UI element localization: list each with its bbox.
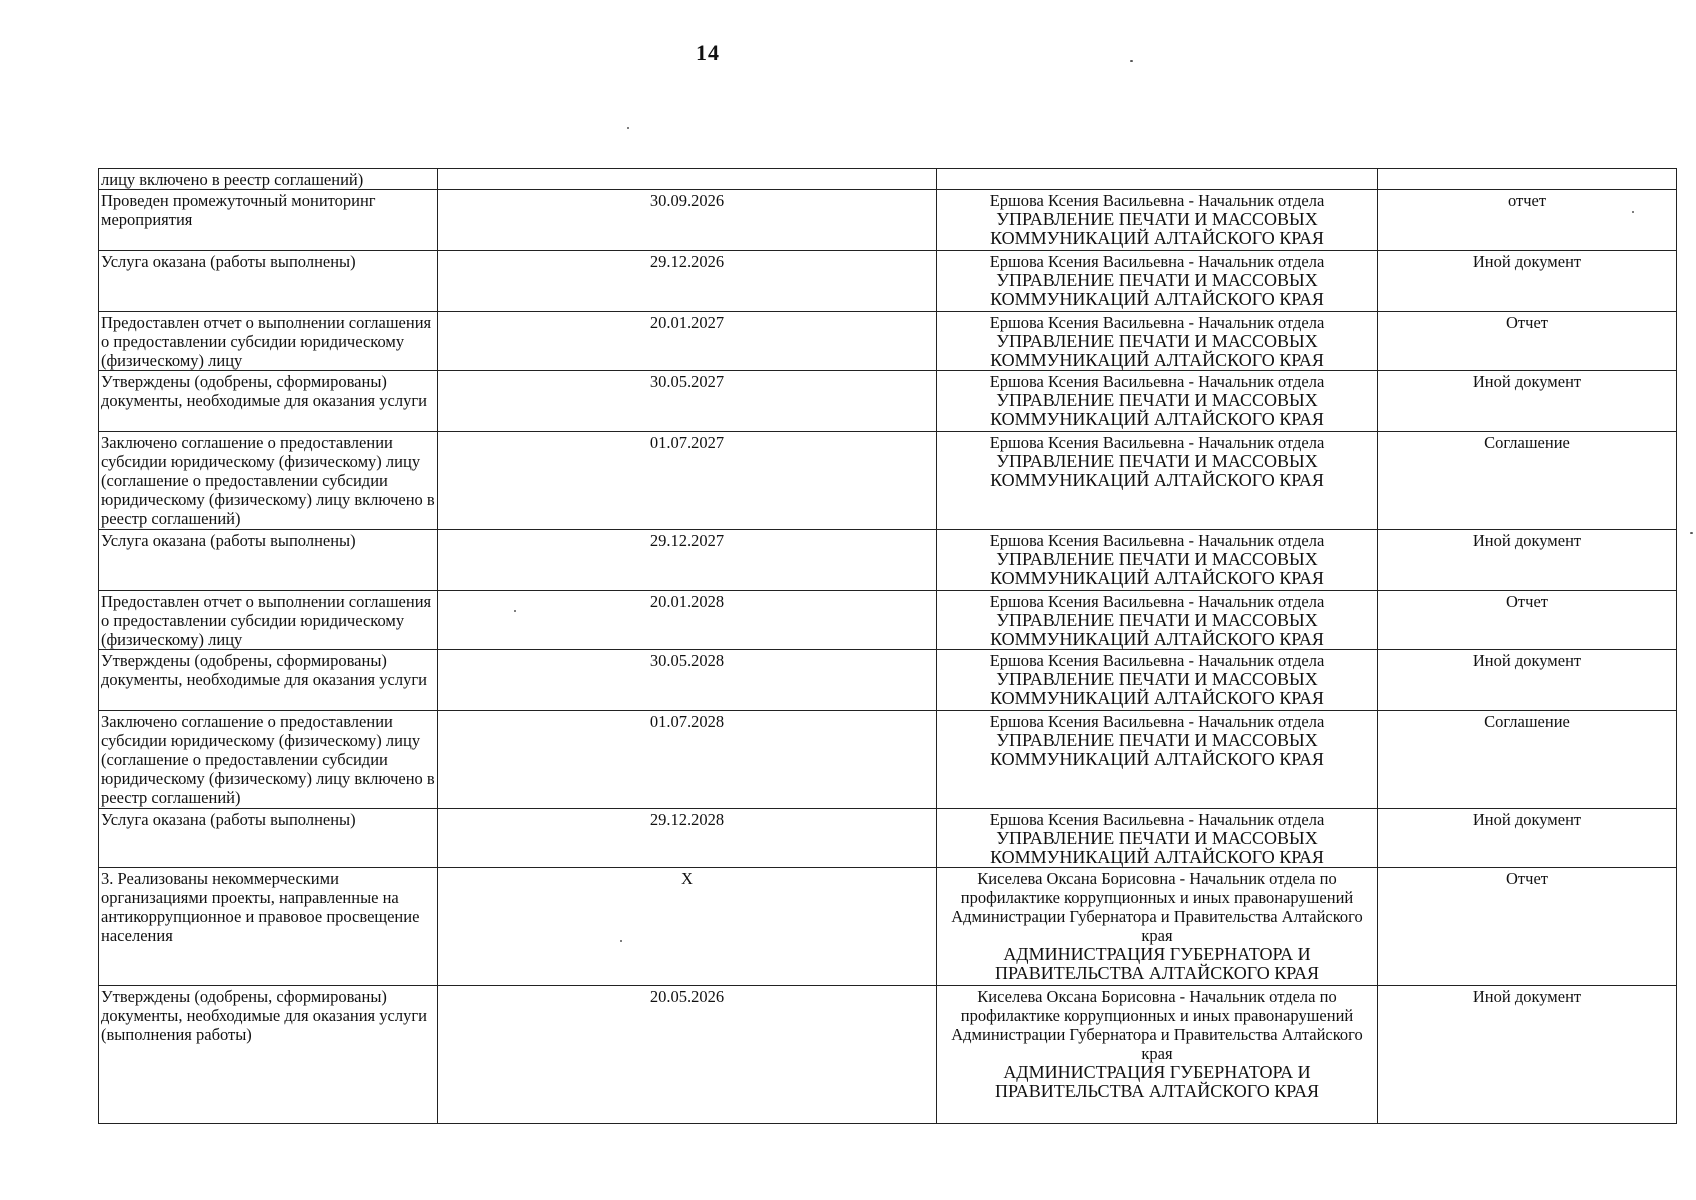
- activity-name: Предоставлен отчет о выполнении соглашения о предоставлении субсидии юридическому (физическому) лицу: [99, 312, 438, 371]
- document-type: Иной документ: [1378, 986, 1677, 1124]
- activity-name: Заключено соглашение о предоставлении субсидии юридическому (физическому) лицу (соглашение о предоставлении субсидии юридическому (физическому) лицу включено в реестр соглашений): [99, 432, 438, 530]
- table-row: [99, 711, 1677, 809]
- responsible-person: Ершова Ксения Васильевна - Начальник отдела: [989, 372, 1325, 391]
- table-row: [99, 169, 1677, 190]
- responsible-org: АДМИНИСТРАЦИЯ ГУБЕРНАТОРА И ПРАВИТЕЛЬСТВА АЛТАЙСКОГО КРАЯ: [995, 1062, 1319, 1101]
- activity-name: Утверждены (одобрены, сформированы) документы, необходимые для оказания услуги: [99, 371, 438, 432]
- responsible-org: УПРАВЛЕНИЕ ПЕЧАТИ И МАССОВЫХ КОММУНИКАЦИЙ АЛТАЙСКОГО КРАЯ: [990, 390, 1324, 429]
- responsible-cell: [937, 711, 1378, 809]
- document-type: Иной документ: [1378, 650, 1677, 711]
- responsible-org: УПРАВЛЕНИЕ ПЕЧАТИ И МАССОВЫХ КОММУНИКАЦИЙ АЛТАЙСКОГО КРАЯ: [990, 331, 1324, 370]
- activity-name: Утверждены (одобрены, сформированы) документы, необходимые для оказания услуги: [99, 650, 438, 711]
- responsible-org: УПРАВЛЕНИЕ ПЕЧАТИ И МАССОВЫХ КОММУНИКАЦИЙ АЛТАЙСКОГО КРАЯ: [990, 209, 1324, 248]
- responsible-cell: [937, 312, 1378, 371]
- deadline-date: 20.01.2028: [438, 591, 937, 650]
- responsible-org: УПРАВЛЕНИЕ ПЕЧАТИ И МАССОВЫХ КОММУНИКАЦИЙ АЛТАЙСКОГО КРАЯ: [990, 610, 1324, 649]
- document-type: [1378, 169, 1677, 190]
- scan-speck: [627, 127, 629, 129]
- document-type: Иной документ: [1378, 809, 1677, 868]
- deadline-date: X: [438, 868, 937, 986]
- responsible-cell: [937, 591, 1378, 650]
- responsible-person: Киселева Оксана Борисовна - Начальник отдела по профилактике коррупционных и иных правонарушений Администрации Губернатора и Правительства Алтайского края: [951, 987, 1363, 1063]
- responsible-person: Ершова Ксения Васильевна - Начальник отдела: [989, 810, 1325, 829]
- activity-name: Заключено соглашение о предоставлении субсидии юридическому (физическому) лицу (соглашение о предоставлении субсидии юридическому (физическому) лицу включено в реестр соглашений): [99, 711, 438, 809]
- table-row: [99, 190, 1677, 251]
- activity-name: Услуга оказана (работы выполнены): [99, 251, 438, 312]
- activity-name: лицу включено в реестр соглашений): [99, 169, 438, 190]
- responsible-cell: [937, 986, 1378, 1124]
- document-type: отчет: [1378, 190, 1677, 251]
- table-row: [99, 986, 1677, 1124]
- responsible-person: Ершова Ксения Васильевна - Начальник отдела: [989, 252, 1325, 271]
- table-row: [99, 591, 1677, 650]
- responsible-cell: [937, 251, 1378, 312]
- responsible-person: Ершова Ксения Васильевна - Начальник отдела: [989, 712, 1325, 731]
- responsible-cell: [937, 868, 1378, 986]
- deadline-date: 30.05.2027: [438, 371, 937, 432]
- deadline-date: 29.12.2027: [438, 530, 937, 591]
- document-type: Отчет: [1378, 312, 1677, 371]
- responsible-org: УПРАВЛЕНИЕ ПЕЧАТИ И МАССОВЫХ КОММУНИКАЦИЙ АЛТАЙСКОГО КРАЯ: [990, 451, 1324, 490]
- deadline-date: 20.05.2026: [438, 986, 937, 1124]
- responsible-person: Ершова Ксения Васильевна - Начальник отдела: [989, 313, 1325, 332]
- responsible-cell: [937, 530, 1378, 591]
- responsible-cell: [937, 809, 1378, 868]
- activity-name: Услуга оказана (работы выполнены): [99, 809, 438, 868]
- table-row: [99, 312, 1677, 371]
- responsible-org: АДМИНИСТРАЦИЯ ГУБЕРНАТОРА И ПРАВИТЕЛЬСТВА АЛТАЙСКОГО КРАЯ: [995, 944, 1319, 983]
- responsible-cell: [937, 432, 1378, 530]
- deadline-date: 29.12.2026: [438, 251, 937, 312]
- document-type: Иной документ: [1378, 371, 1677, 432]
- deadline-date: 30.09.2026: [438, 190, 937, 251]
- responsible-person: Киселева Оксана Борисовна - Начальник отдела по профилактике коррупционных и иных правонарушений Администрации Губернатора и Правительства Алтайского края: [951, 869, 1363, 945]
- page-number: 14: [696, 40, 720, 65]
- activity-name: Предоставлен отчет о выполнении соглашения о предоставлении субсидии юридическому (физическому) лицу: [99, 591, 438, 650]
- deadline-date: 29.12.2028: [438, 809, 937, 868]
- table-row: [99, 530, 1677, 591]
- activity-name: 3. Реализованы некоммерческими организациями проекты, направленные на антикоррупционное и правовое просвещение населения: [99, 868, 438, 986]
- responsible-org: УПРАВЛЕНИЕ ПЕЧАТИ И МАССОВЫХ КОММУНИКАЦИЙ АЛТАЙСКОГО КРАЯ: [990, 270, 1324, 309]
- responsible-org: УПРАВЛЕНИЕ ПЕЧАТИ И МАССОВЫХ КОММУНИКАЦИЙ АЛТАЙСКОГО КРАЯ: [990, 730, 1324, 769]
- table-row: [99, 809, 1677, 868]
- scan-speck: [1130, 60, 1133, 62]
- deadline-date: 20.01.2027: [438, 312, 937, 371]
- responsible-org: УПРАВЛЕНИЕ ПЕЧАТИ И МАССОВЫХ КОММУНИКАЦИЙ АЛТАЙСКОГО КРАЯ: [990, 669, 1324, 708]
- table-row: [99, 868, 1677, 986]
- deadline-date: [438, 169, 937, 190]
- document-type: Иной документ: [1378, 530, 1677, 591]
- table-row: [99, 371, 1677, 432]
- responsible-org: УПРАВЛЕНИЕ ПЕЧАТИ И МАССОВЫХ КОММУНИКАЦИЙ АЛТАЙСКОГО КРАЯ: [990, 828, 1324, 867]
- responsible-org: УПРАВЛЕНИЕ ПЕЧАТИ И МАССОВЫХ КОММУНИКАЦИЙ АЛТАЙСКОГО КРАЯ: [990, 549, 1324, 588]
- responsible-person: Ершова Ксения Васильевна - Начальник отдела: [989, 433, 1325, 452]
- responsible-cell: [937, 371, 1378, 432]
- responsible-cell: [937, 650, 1378, 711]
- table-row: [99, 251, 1677, 312]
- document-type: Иной документ: [1378, 251, 1677, 312]
- deadline-date: 01.07.2028: [438, 711, 937, 809]
- document-type: Соглашение: [1378, 711, 1677, 809]
- responsible-person: Ершова Ксения Васильевна - Начальник отдела: [989, 191, 1325, 210]
- activity-name: Проведен промежуточный мониторинг мероприятия: [99, 190, 438, 251]
- deadline-date: 30.05.2028: [438, 650, 937, 711]
- deadline-date: 01.07.2027: [438, 432, 937, 530]
- responsible-person: Ершова Ксения Васильевна - Начальник отдела: [989, 531, 1325, 550]
- document-type: Отчет: [1378, 591, 1677, 650]
- table-row: [99, 650, 1677, 711]
- responsible-cell: [937, 169, 1378, 190]
- scan-speck: [1690, 532, 1693, 534]
- table-row: [99, 432, 1677, 530]
- document-type: Отчет: [1378, 868, 1677, 986]
- responsible-cell: [937, 190, 1378, 251]
- responsible-person: Ершова Ксения Васильевна - Начальник отдела: [989, 651, 1325, 670]
- responsible-person: Ершова Ксения Васильевна - Начальник отдела: [989, 592, 1325, 611]
- activity-name: Утверждены (одобрены, сформированы) документы, необходимые для оказания услуги (выполнения работы): [99, 986, 438, 1124]
- document-type: Соглашение: [1378, 432, 1677, 530]
- activity-name: Услуга оказана (работы выполнены): [99, 530, 438, 591]
- plan-table: [98, 168, 1677, 1124]
